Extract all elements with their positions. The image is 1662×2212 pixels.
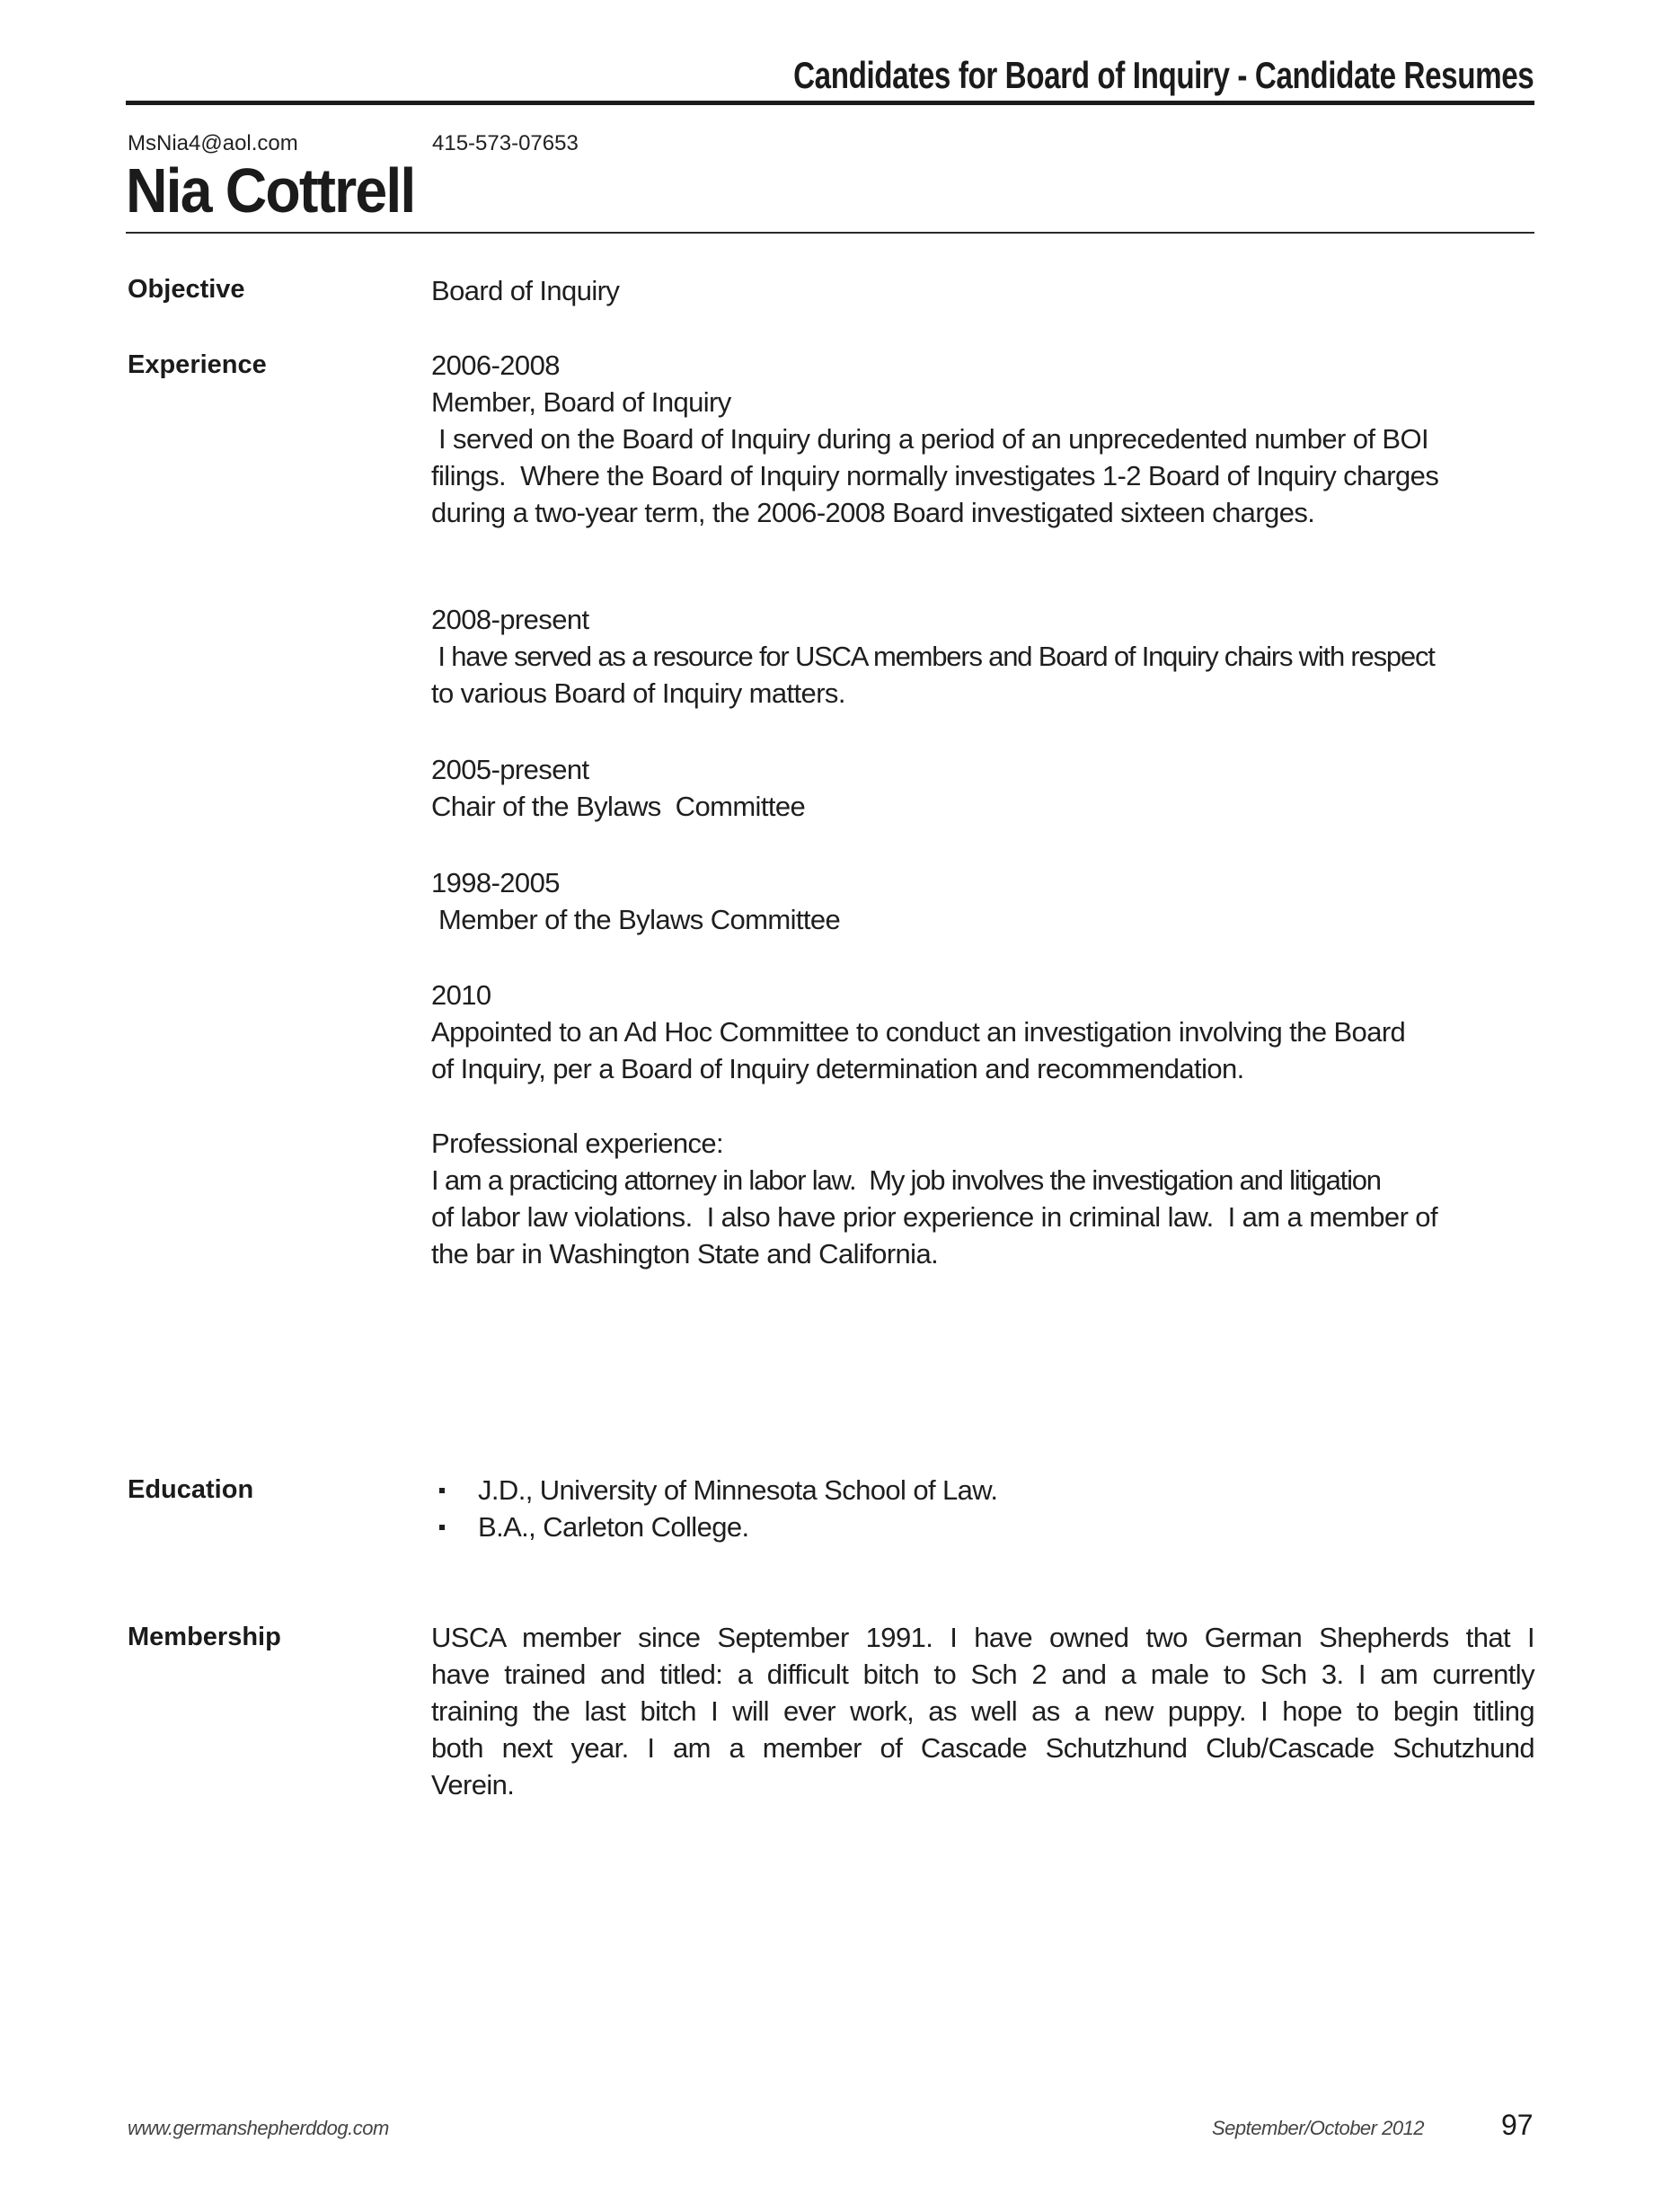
membership-line: training the last bitch I will ever work, as well as a new puppy. I hope to begin titling	[431, 1695, 1534, 1727]
membership-line: Verein.	[431, 1769, 515, 1801]
name-divider	[126, 232, 1534, 234]
experience-line: I am a practicing attorney in labor law. My job involves the investigation and litigation	[431, 1164, 1381, 1196]
experience-entry	[431, 864, 1534, 938]
objective-label: Objective	[128, 275, 245, 304]
experience-label: Experience	[128, 350, 267, 379]
education-item-text: J.D., University of Minnesota School of Law.	[478, 1474, 998, 1506]
membership-line: have trained and titled: a difficult bitch to Sch 2 and a male to Sch 3. I am currently	[431, 1659, 1534, 1690]
experience-line: Appointed to an Ad Hoc Committee to conduct an investigation involving the Board	[431, 1016, 1406, 1048]
experience-entry	[431, 751, 1534, 825]
page-number: 97	[1501, 2109, 1534, 2141]
membership-text	[431, 1619, 1534, 1803]
footer-website: www.germanshepherddog.com	[128, 2117, 389, 2139]
experience-line: the bar in Washington State and California.	[431, 1238, 939, 1270]
membership-label: Membership	[128, 1623, 281, 1651]
experience-line: during a two-year term, the 2006-2008 Board investigated sixteen charges.	[431, 497, 1315, 528]
experience-line: Member, Board of Inquiry	[431, 386, 731, 418]
candidate-email: MsNia4@aol.com	[128, 131, 298, 155]
header-rule	[126, 101, 1534, 105]
experience-period: 2008-present	[431, 604, 589, 635]
experience-line: filings. Where the Board of Inquiry normally investigates 1-2 Board of Inquiry charges	[431, 460, 1439, 491]
experience-period: Professional experience:	[431, 1128, 724, 1159]
membership-line: both next year. I am a member of Cascade Schutzhund Club/Cascade Schutzhund	[431, 1732, 1534, 1764]
experience-line: Chair of the Bylaws Committee	[431, 791, 806, 822]
education-item	[431, 1509, 1534, 1545]
experience-line: of labor law violations. I also have prior experience in criminal law. I am a member of	[431, 1201, 1437, 1233]
objective-text: Board of Inquiry	[431, 275, 620, 306]
bullet-icon	[439, 1525, 445, 1530]
experience-entry	[431, 347, 1534, 531]
experience-entry	[431, 601, 1534, 712]
experience-period: 2010	[431, 979, 491, 1011]
experience-line: to various Board of Inquiry matters.	[431, 677, 845, 709]
education-item	[431, 1472, 1534, 1509]
experience-line: of Inquiry, per a Board of Inquiry determination and recommendation.	[431, 1053, 1244, 1084]
bullet-icon	[439, 1488, 445, 1493]
education-label: Education	[128, 1475, 254, 1504]
candidate-name: Nia Cottrell	[126, 155, 415, 226]
experience-line: I have served as a resource for USCA members and Board of Inquiry chairs with respect	[431, 641, 1435, 672]
running-header-title: Candidates for Board of Inquiry - Candidate Resumes	[792, 54, 1534, 96]
experience-period: 2005-present	[431, 754, 589, 785]
footer-issue-date: September/October 2012	[1212, 2117, 1425, 2139]
education-item-text: B.A., Carleton College.	[478, 1511, 749, 1543]
experience-line: Member of the Bylaws Committee	[431, 904, 841, 935]
experience-period: 1998-2005	[431, 867, 560, 898]
candidate-phone: 415-573-07653	[432, 131, 579, 155]
experience-period: 2006-2008	[431, 349, 560, 381]
experience-line: I served on the Board of Inquiry during a period of an unprecedented number of BOI	[431, 423, 1428, 455]
experience-entry	[431, 977, 1534, 1087]
membership-line: USCA member since September 1991. I have owned two German Shepherds that I	[431, 1622, 1534, 1653]
objective-value	[431, 272, 1534, 309]
experience-entry	[431, 1125, 1534, 1272]
education-list	[431, 1472, 1534, 1545]
